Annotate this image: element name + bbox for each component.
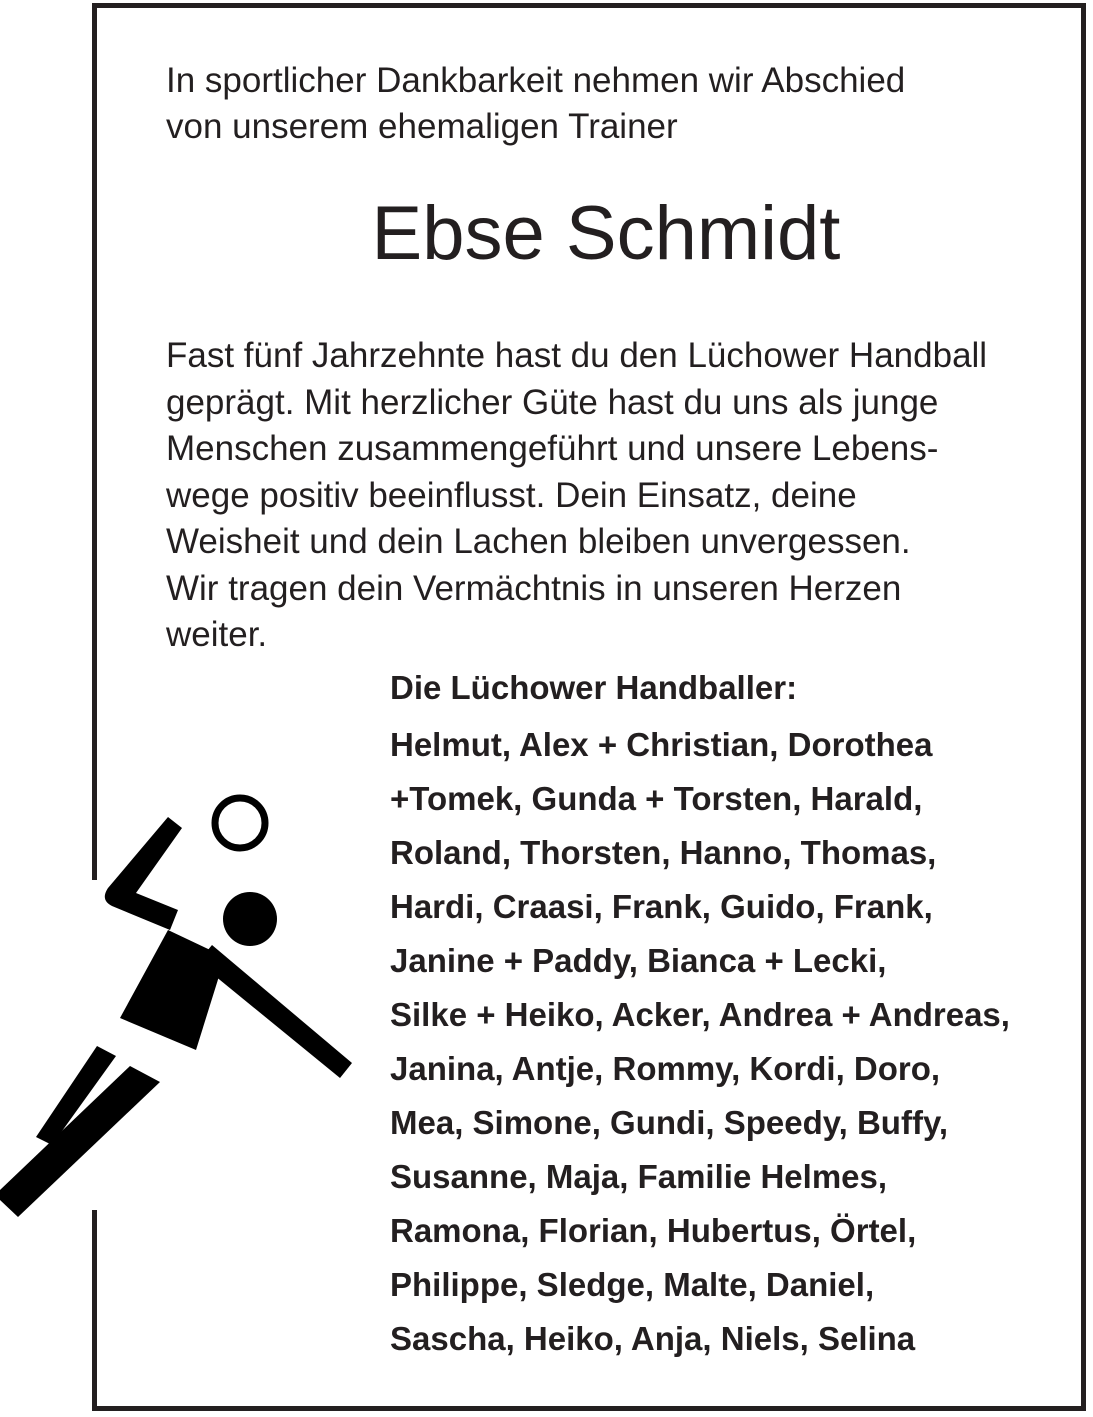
- names-line: Hardi, Craasi, Frank, Guido, Frank,: [390, 888, 933, 925]
- message-line: Wir tragen dein Vermächtnis in unseren Herzen: [166, 568, 902, 608]
- message-line: Weisheit und dein Lachen bleiben unvergessen.: [166, 522, 911, 561]
- names-line: Janine + Paddy, Bianca + Lecki,: [390, 942, 887, 979]
- names-line: +Tomek, Gunda + Torsten, Harald,: [390, 780, 923, 817]
- intro-line: In sportlicher Dankbarkeit nehmen wir Abschied: [166, 61, 906, 100]
- signature-heading: Die Lüchower Handballer:: [390, 669, 798, 706]
- names-line: Mea, Simone, Gundi, Speedy, Buffy,: [390, 1104, 949, 1141]
- tribute-message: [166, 333, 1046, 659]
- names-line: Janina, Antje, Rommy, Kordi, Doro,: [390, 1050, 941, 1087]
- names-line: Sascha, Heiko, Anja, Niels, Selina: [390, 1320, 916, 1357]
- names-line: Helmut, Alex + Christian, Dorothea: [390, 726, 933, 763]
- message-line: Menschen zusammengeführt und unsere Lebens-: [166, 429, 939, 468]
- player-raised-arm-icon: [105, 817, 182, 930]
- player-lower-arm-icon: [198, 945, 352, 1078]
- message-line: Fast fünf Jahrzehnte hast du den Lüchower Handball: [166, 336, 988, 375]
- message-line: weiter.: [166, 615, 268, 654]
- names-line: Silke + Heiko, Acker, Andrea + Andreas,: [390, 996, 1010, 1033]
- signature-names: [390, 718, 1070, 1366]
- player-torso-icon: [120, 930, 225, 1050]
- handball-player-icon: [0, 780, 380, 1230]
- ball-icon: [215, 798, 265, 848]
- intro-text: [166, 58, 1026, 150]
- names-line: Susanne, Maja, Familie Helmes,: [390, 1158, 888, 1195]
- names-line: Philippe, Sledge, Malte, Daniel,: [390, 1266, 875, 1303]
- deceased-name: Ebse Schmidt: [371, 191, 841, 276]
- player-head-icon: [223, 892, 277, 946]
- names-line: Ramona, Florian, Hubertus, Örtel,: [390, 1212, 917, 1249]
- intro-line: von unserem ehemaligen Trainer: [166, 107, 678, 146]
- message-line: geprägt. Mit herzlicher Güte hast du uns als junge: [166, 382, 939, 422]
- message-line: wege positiv beeinflusst. Dein Einsatz, deine: [166, 475, 857, 515]
- names-line: Roland, Thorsten, Hanno, Thomas,: [390, 834, 937, 871]
